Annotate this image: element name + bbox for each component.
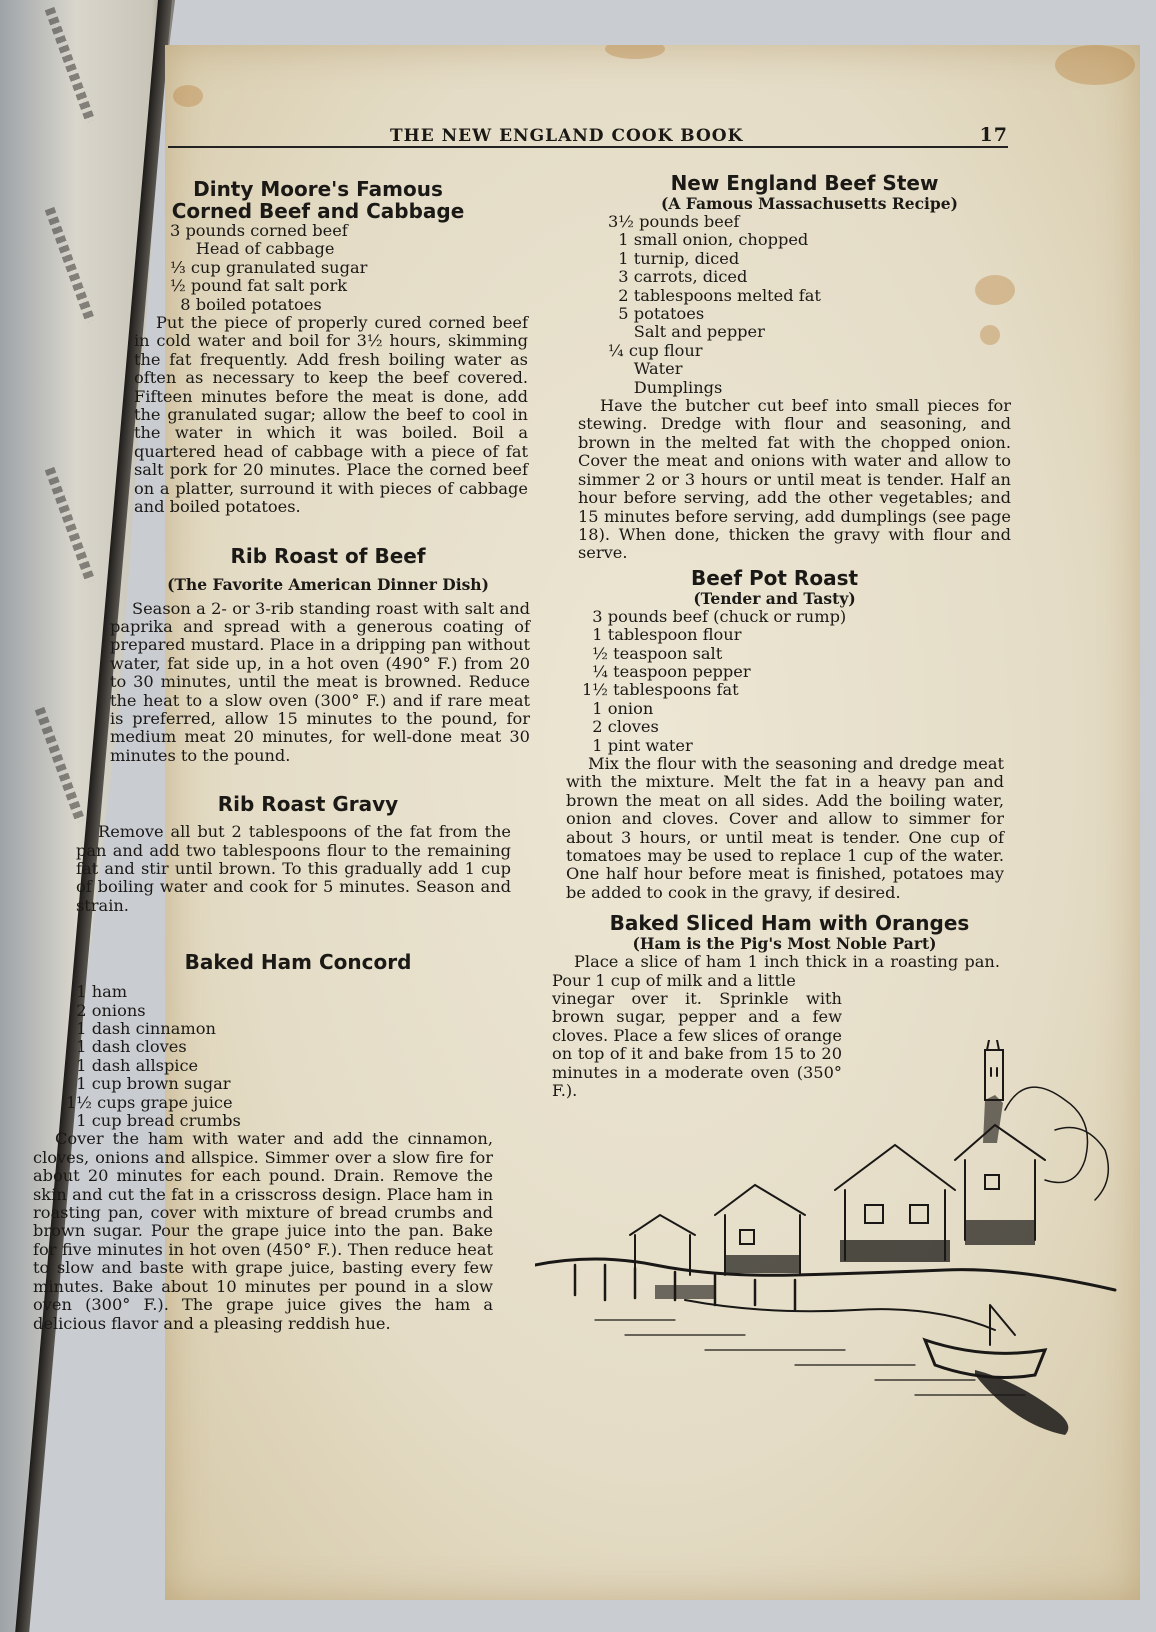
ingredient: 8 boiled potatoes: [170, 294, 322, 314]
ingredient: 1½ tablespoons fat: [582, 680, 739, 700]
ingredient-list: [66, 983, 528, 1130]
ingredient: ⅓ cup granulated sugar: [170, 257, 368, 277]
ingredient-list: [582, 608, 1011, 755]
recipe-method: Mix the flour with the seasoning and dredge meat with the mixture. Melt the fat in a heavy pan and brown the meat on all sides. Add the boiling water, onion and cloves. Cover and allow to simmer for about 3 hours, or until meat is tender. One cup of tomatoes may be used to replace 1 cup of the water. One half hour before meat is finished, potatoes may be added to cook in the gravy, if desired.: [566, 753, 1004, 902]
recipe-title: Rib Roast of Beef: [230, 543, 426, 568]
recipe-title: New England Beef Stew: [670, 171, 939, 195]
ingredient: 1 dash cloves: [66, 1037, 187, 1057]
ingredient: 2 onions: [66, 1000, 146, 1020]
book-title: THE NEW ENGLAND COOK BOOK: [390, 126, 744, 146]
ingredient: 3 pounds corned beef: [170, 221, 348, 240]
recipe-subtitle: (The Favorite American Dinner Dish): [167, 574, 489, 594]
ingredient: 2 cloves: [582, 717, 659, 737]
ingredient: Salt and pepper: [608, 322, 765, 342]
recipe-subtitle: (Tender and Tasty): [693, 588, 856, 608]
ingredient-list: [170, 222, 528, 314]
ingredient: 1 cup brown sugar: [66, 1074, 231, 1094]
running-header: [168, 124, 1008, 148]
ingredient-list: [608, 213, 1011, 397]
left-column: [33, 177, 530, 1333]
ingredient: Water: [608, 359, 683, 379]
ingredient: 2 tablespoons melted fat: [608, 285, 821, 305]
right-column: [552, 171, 1011, 1101]
page-number: 17: [979, 124, 1008, 146]
recipe-method: Place a slice of ham 1 inch thick in a roasting pan. Pour 1 cup of milk and a little: [552, 952, 1000, 990]
ingredient: 1 small onion, chopped: [608, 230, 809, 250]
ingredient: 1 cup bread crumbs: [66, 1111, 241, 1131]
ingredient: 3 carrots, diced: [608, 267, 748, 287]
ingredient: 1 dash allspice: [66, 1055, 199, 1075]
ingredient: 1 ham: [66, 982, 128, 1002]
harbor-village-sketch-icon: [535, 1040, 1125, 1440]
recipe-title: Corned Beef and Cabbage: [171, 199, 465, 223]
ingredient: 5 potatoes: [608, 304, 705, 324]
recipe-method: Season a 2- or 3-rib standing roast with salt and paprika and spread with a generous coating of prepared mustard. Place in a dripping pan without water, fat side up, in a hot oven (490° F.) from 20 to 30 minutes, until the meat is browned. Reduce the heat to a slow oven (300° F.) and if rare meat is preferred, allow 15 minutes to the pound, for medium meat 20 minutes, for well-done meat 30 minutes to the pound.: [110, 598, 530, 765]
recipe-title: Rib Roast Gravy: [217, 792, 399, 817]
ingredient: 3 pounds beef (chuck or rump): [582, 606, 847, 626]
recipe-method-continued: vinegar over it. Sprinkle with brown sugar, pepper and a few cloves. Place a few slices of orange on top of it and bake from 15 to 20 minutes in a moderate oven (350° F.).: [552, 989, 842, 1101]
recipe-title: Beef Pot Roast: [690, 565, 859, 590]
ingredient: ¼ teaspoon pepper: [582, 661, 751, 681]
ingredient: ¼ cup flour: [608, 340, 703, 360]
recipe-subtitle: (Ham is the Pig's Most Noble Part): [632, 934, 937, 954]
ingredient: 1 onion: [582, 698, 654, 718]
recipe-method: Remove all but 2 tablespoons of the fat from the pan and add two tablespoons flour to the remaining fat and stir until brown. To this gradually add 1 cup of boiling water and cook for 5 minutes. Season and strain.: [76, 822, 511, 915]
recipe-method: Have the butcher cut beef into small pieces for stewing. Dredge with flour and seasoning, and brown in the melted fat with the chopped onion. Cover the meat and onions with water and allow to simmer 2 or 3 hours or until meat is tender. Half an hour before serving, add the other vegetables; and 15 minutes before serving, add dumplings (see page 18). When done, thicken the gravy with flour and serve.: [578, 396, 1011, 563]
ingredient: 1 pint water: [582, 735, 693, 755]
ingredient: ½ pound fat salt pork: [170, 276, 348, 296]
recipe-title: Dinty Moore's Famous: [193, 177, 443, 201]
recipe-title: Baked Sliced Ham with Oranges: [609, 911, 970, 936]
ingredient: 1 tablespoon flour: [582, 625, 742, 645]
ingredient: 3½ pounds beef: [608, 212, 740, 231]
recipe-method: Put the piece of properly cured corned beef in cold water and boil for 3½ hours, skimming the fat frequently. Add fresh boiling water as often as necessary to keep the beef covered. Fifteen minutes before the meat is done, add the granulated sugar; allow the beef to cool in the water in which it was boiled. Boil a quartered head of cabbage with a piece of fat salt pork for 20 minutes. Place the corned beef on a platter, surround it with pieces of cabbage and boiled potatoes.: [134, 313, 528, 517]
ingredient: 1½ cups grape juice: [66, 1092, 233, 1112]
ingredient: Head of cabbage: [170, 239, 335, 259]
ingredient: 1 dash cinnamon: [66, 1019, 216, 1038]
recipe-subtitle: (A Famous Massachusetts Recipe): [661, 194, 958, 213]
recipe-title: Baked Ham Concord: [184, 950, 412, 975]
ingredient: Dumplings: [608, 377, 723, 397]
ingredient: ½ teaspoon salt: [582, 643, 723, 663]
ingredient: 1 turnip, diced: [608, 248, 740, 268]
recipe-method: Cover the ham with water and add the cinnamon, cloves, onions and allspice. Simmer over a slow fire for about 20 minutes for each pound. Drain. Remove the skin and cut the fat in a crisscross design. Place ham in roasting pan, cover with mixture of bread crumbs and brown sugar. Pour the grape juice into the pan. Bake for five minutes in hot oven (450° F.). Then reduce heat to slow and baste with grape juice, basting every few minutes. Bake about 10 minutes per pound in a slow oven (300° F.). The grape juice gives the ham a delicious flavor and a pleasing reddish hue.: [33, 1129, 493, 1333]
